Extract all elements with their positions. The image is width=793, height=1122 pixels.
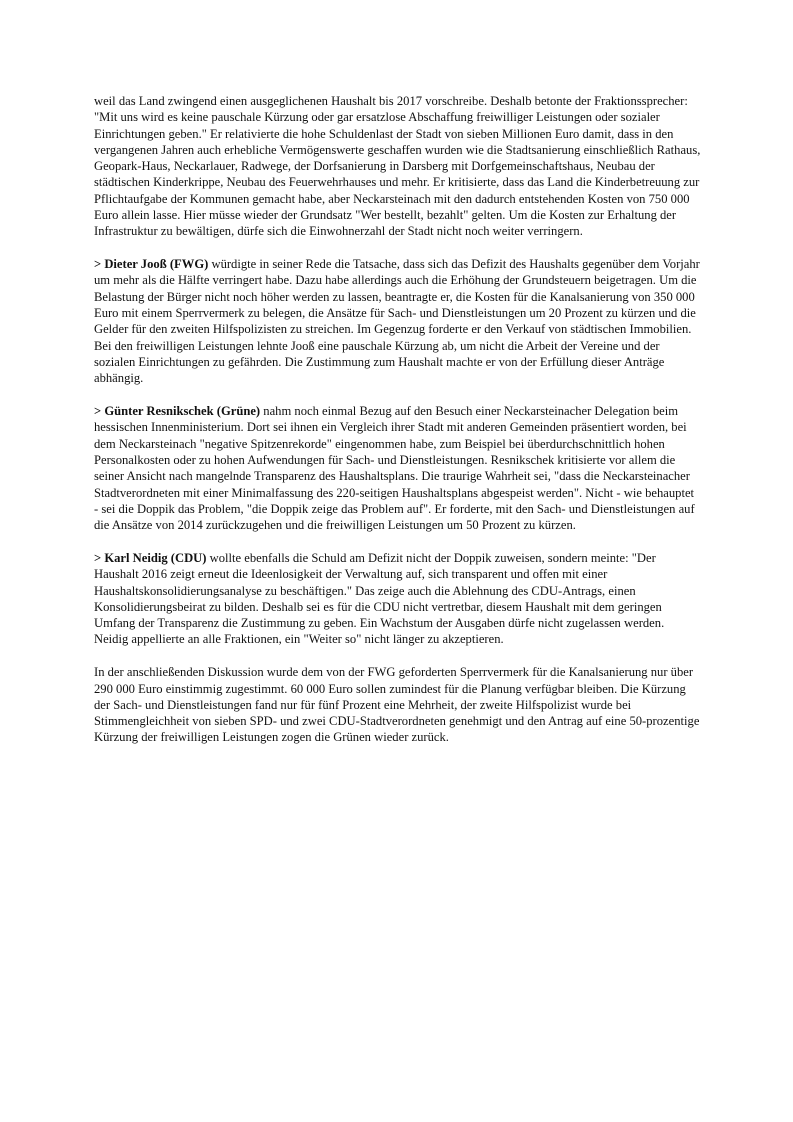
paragraph-text: In der anschließenden Diskussion wurde dem von der FWG geforderten Sperrvermerk für die Kanalsanierung nur über 290 000 Euro einstimmig zugestimmt. 60 000 Euro sollen zumindest für die Planung verfügbar bleiben. Die Kürzung der Sach- und Dienstleistungen fand nur für fünf Prozent eine Mehrheit, der zweite Hilfspolizist wurde bei Stimmengleichheit von sieben SPD- und zwei CDU-Stadtverordneten genehmigt und den Antrag auf eine 50-prozentige Kürzung der freiwilligen Leistungen zogen die Grünen wieder zurück. <box>94 665 700 745</box>
speaker-name: > Dieter Jooß (FWG) <box>94 257 209 272</box>
paragraph-jooss <box>94 256 701 386</box>
paragraph-discussion <box>94 664 701 745</box>
article-body <box>94 93 701 762</box>
paragraph-text: weil das Land zwingend einen ausgeglichenen Haushalt bis 2017 vorschreibe. Deshalb betonte der Fraktionssprecher: "Mit uns wird es keine pauschale Kürzung oder gar ersatzlose Abschaffung freiwilliger Leistungen oder sozialer Einrichtungen geben." Er relativierte die hohe Schuldenlast der Stadt von sieben Millionen Euro damit, dass in den vergangenen Jahren auch erhebliche Vermögenswerte geschaffen wurden wie die Stadtsanierung einschließlich Rathaus, Geopark-Haus, Neckarlauer, Radwege, der Dorfsanierung in Darsberg mit Dorfgemeinschaftshaus, Neubau der städtischen Kinderkrippe, Neubau des Feuerwehrhauses und mehr. Er kritisierte, dass das Land die Kinderbetreuung zur Pflichtaufgabe der Kommunen gemacht habe, aber Neckarsteinach mit den dadurch entstehenden Kosten von 750 000 Euro allein lasse. Hier müsse wieder der Grundsatz "Wer bestellt, bezahlt" gelten. Um die Kosten zur Erhaltung der Infrastruktur zu bewältigen, dürfe sich die Einwohnerzahl der Stadt nicht noch weiter verringern. <box>94 94 701 239</box>
paragraph-neidig <box>94 550 701 648</box>
paragraph-text: nahm noch einmal Bezug auf den Besuch einer Neckarsteinacher Delegation beim hessischen Innenministerium. Dort sei ihnen ein Vergleich ihrer Stadt mit anderen Gemeinden präsentiert worden, bei dem Neckarsteinach "negative Spitzenrekorde" eingenommen habe, zum Beispiel bei überdurchschnittlich hohen Personalkosten oder zu hohen Aufwendungen für Sach- und Dienstleistungen. Resnikschek kritisierte vor allem die seiner Ansicht nach mangelnde Transparenz des Haushaltsplans. Die traurige Wahrheit sei, "dass die Neckarsteinacher Stadtverordneten mit einer Minimalfassung des 220-seitigen Haushaltsplans abgespeist werden". Nicht - wie behauptet - sei die Doppik das Problem, "die Doppik zeige das Problem auf". Er forderte, mit den Sach- und Dienstleistungen auf die Ansätze von 2014 zurückzugehen und die freiwilligen Leistungen um 50 Prozent zu kürzen. <box>94 404 695 533</box>
paragraph-resnikschek <box>94 403 701 533</box>
paragraph-text: würdigte in seiner Rede die Tatsache, dass sich das Defizit des Haushalts gegenüber dem Vorjahr um mehr als die Hälfte verringert habe. Dazu habe allerdings auch die Erhöhung der Grundsteuern beigetragen. Um die Belastung der Bürger nicht noch höher werden zu lassen, beantragte er, die Kosten für die Kanalsanierung von 350 000 Euro mit einem Sperrvermerk zu belegen, die Ansätze für Sach- und Dienstleistungen um 20 Prozent zu kürzen und die Gelder für den zweiten Hilfspolizisten zu streichen. Im Gegenzug forderte er den Verkauf von städtischen Immobilien. Bei den freiwilligen Leistungen lehnte Jooß eine pauschale Kürzung ab, um nicht die Arbeit der Vereine und der sozialen Einrichtungen zu gefährden. Die Zustimmung zum Haushalt machte er von der Erfüllung dieser Anträge abhängig. <box>94 257 700 386</box>
paragraph-text: wollte ebenfalls die Schuld am Defizit nicht der Doppik zuweisen, sondern meinte: "Der Haushalt 2016 zeigt erneut die Ideenlosigkeit der Verwaltung auf, sich transparent und offen mit einer Haushaltskonsolidierungsanalyse zu beschäftigen." Das zeige auch die Ablehnung des CDU-Antrags, einen Konsolidierungsbeirat zu bilden. Deshalb sei es für die CDU nicht vertretbar, diesem Haushalt mit dem geringen Umfang der Transparenz die Zustimmung zu geben. Ein Wachstum der Ausgaben dürfe nicht zugelassen werden. Neidig appellierte an alle Fraktionen, ein "Weiter so" nicht länger zu akzeptieren. <box>94 550 665 647</box>
speaker-name: > Günter Resnikschek (Grüne) <box>94 404 261 419</box>
speaker-name: > Karl Neidig (CDU) <box>94 550 207 565</box>
paragraph-intro <box>94 93 701 240</box>
